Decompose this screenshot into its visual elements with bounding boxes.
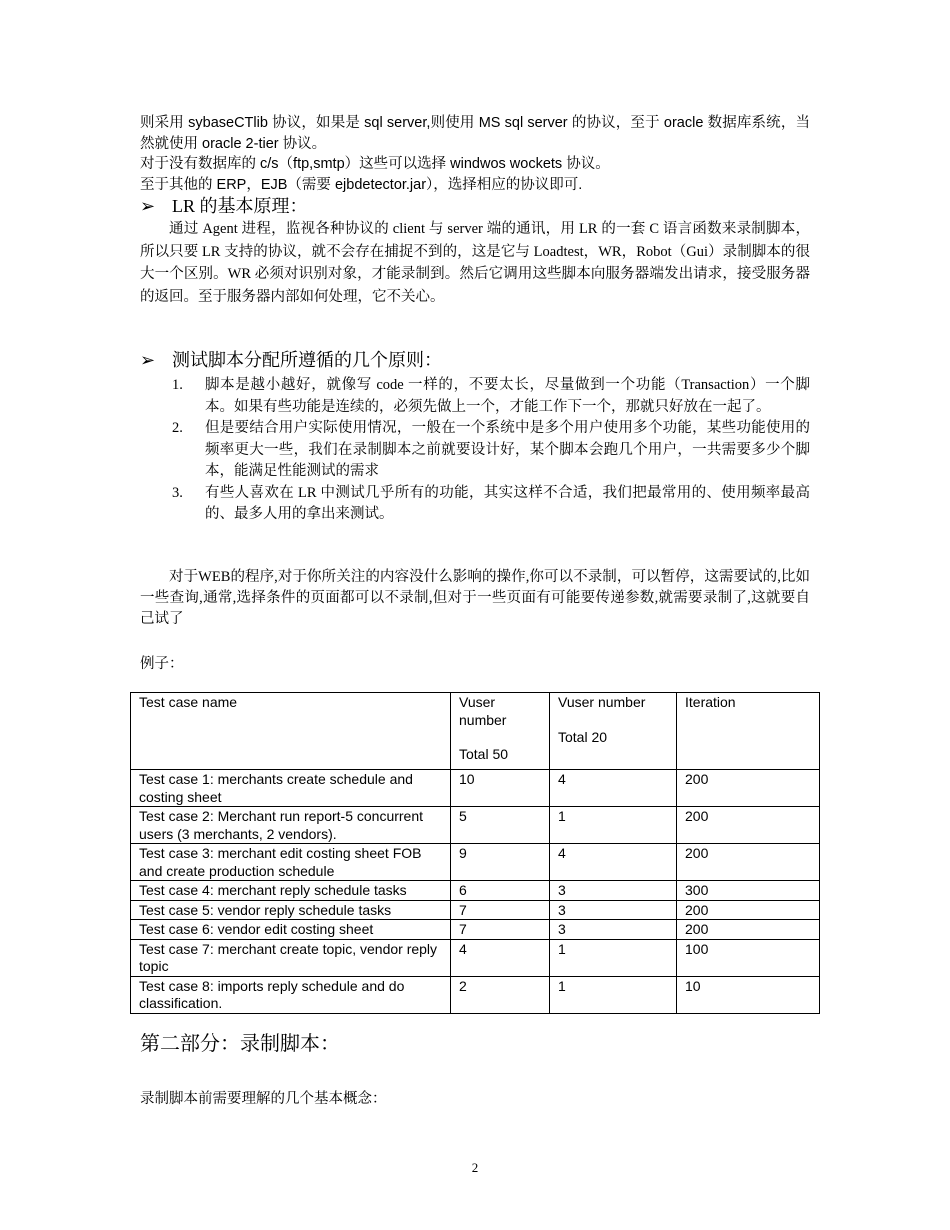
list-number: 2. (172, 420, 183, 436)
cell-vu50: 2 (451, 976, 550, 1013)
header-iteration: Iteration (677, 693, 820, 770)
table-row (131, 807, 820, 844)
list-item (172, 483, 810, 526)
intro-line: 对于没有数据库的 c/s（ftp,smtp）这些可以选择 windwos wockets 协议。 (140, 156, 610, 172)
header-vuser-total-20 (550, 693, 677, 770)
arrow-bullet-icon: ➢ (140, 350, 156, 370)
paragraph-web: 对于WEB的程序,对于你所关注的内容没什么影响的操作,你可以不录制，可以暂停，这需要试的,比如一些查询,通常,选择条件的页面都可以不录制,但对于一些页面有可能要传递参数,就需要录制了,这就要自己试了 (140, 569, 810, 627)
cell-iter: 200 (677, 807, 820, 844)
table-row (131, 976, 820, 1013)
list-number: 3. (172, 484, 183, 501)
cell-vu50: 10 (451, 770, 550, 807)
cell-vu20: 1 (550, 939, 677, 976)
heading-lr-principle (140, 192, 308, 218)
cell-vu50: 4 (451, 939, 550, 976)
cell-name: Test case 8: imports reply schedule and do classification. (131, 976, 451, 1013)
cell-vu50: 9 (451, 844, 550, 881)
cell-iter: 200 (677, 920, 820, 940)
list-text: 有些人喜欢在 LR 中测试几乎所有的功能，其实这样不合适，我们把最常用的、使用频率最高的、最多人用的拿出来测试。 (205, 484, 810, 522)
heading-script-rules (140, 346, 442, 372)
intro-text (140, 113, 810, 195)
header-vuser-total-50 (451, 693, 550, 770)
header-test-case-name: Test case name (131, 693, 451, 770)
cell-vu50: 7 (451, 900, 550, 920)
cell-vu20: 3 (550, 920, 677, 940)
header-line: Total 20 (558, 728, 608, 745)
table-row (131, 939, 820, 976)
table-header-row (131, 693, 820, 770)
cell-vu20: 4 (550, 844, 677, 881)
list-text: 但是要结合用户实际使用情况，一般在一个系统中是多个用户使用多个功能，某些功能使用的频率更大一些，我们在录制脚本之前就要设计好，某个脚本会跑几个用户，一共需要多少个脚本，能满足性能测试的需求 (205, 420, 810, 479)
cell-vu20: 1 (550, 807, 677, 844)
cell-name: Test case 3: merchant edit costing sheet FOB and create production schedule (131, 844, 451, 881)
cell-name: Test case 5: vendor reply schedule tasks (131, 900, 451, 920)
table-row (131, 920, 820, 940)
cell-name: Test case 1: merchants create schedule and costing sheet (131, 770, 451, 807)
header-line: Total 50 (459, 746, 509, 762)
cell-name: Test case 4: merchant reply schedule tasks (131, 881, 451, 901)
example-label: 例子： (140, 656, 184, 672)
intro-line: 至于其他的 ERP，EJB（需要 ejbdetector.jar），选择相应的协议即可. (140, 176, 583, 193)
cell-vu50: 6 (451, 881, 550, 901)
rules-list (172, 375, 810, 526)
list-item (172, 418, 810, 483)
header-line: Vuser number (459, 694, 507, 728)
cell-vu20: 3 (550, 881, 677, 901)
table-row (131, 881, 820, 901)
arrow-bullet-icon: ➢ (140, 196, 156, 216)
cell-vu50: 5 (451, 807, 550, 844)
heading-text: 测试脚本分配所遵循的几个原则： (172, 350, 442, 370)
cell-name: Test case 6: vendor edit costing sheet (131, 920, 451, 940)
table-row (131, 900, 820, 920)
cell-name: Test case 7: merchant create topic, vendor reply topic (131, 939, 451, 976)
cell-vu20: 4 (550, 770, 677, 807)
cell-iter: 200 (677, 900, 820, 920)
list-text: 脚本是越小越好，就像写 code 一样的，不要太长，尽量做到一个功能（Transaction）一个脚本。如果有些功能是连续的，必须先做上一个，才能工作下一个，那就只好放在一起了。 (205, 377, 810, 415)
cell-iter: 100 (677, 939, 820, 976)
test-case-table (130, 692, 820, 1014)
heading-text: LR 的基本原理： (172, 196, 308, 216)
cell-iter: 10 (677, 976, 820, 1013)
table-row (131, 770, 820, 807)
cell-iter: 200 (677, 844, 820, 881)
list-number: 1. (172, 377, 183, 393)
part-two-heading: 第二部分：录制脚本： (140, 1033, 340, 1055)
header-line: Vuser number (558, 694, 646, 710)
cell-iter: 200 (677, 770, 820, 807)
concepts-intro: 录制脚本前需要理解的几个基本概念： (140, 1091, 387, 1107)
paragraph-lr-principle: 通过 Agent 进程，监视各种协议的 client 与 server 端的通讯，用 LR 的一套 C 语言函数来录制脚本，所以只要 LR 支持的协议，就不会存在捕捉不到的，这是它与 Loadtest，WR，Robot（Gui）录制脚本的很大一个区别。WR 必须对识别对象，才能录制到。然后它调用这些脚本向服务器端发出请求，接受服务器的返回。至于服务器内部如何处理，它不关心。 (140, 221, 810, 305)
table-row (131, 844, 820, 881)
page-number: 2 (471, 1160, 479, 1175)
list-item (172, 375, 810, 418)
cell-vu20: 1 (550, 976, 677, 1013)
cell-vu50: 7 (451, 920, 550, 940)
intro-line: 则采用 sybaseCTlib 协议，如果是 sql server,则使用 MS sql server 的协议，至于 oracle 数据库系统，当然就使用 oracle 2-tier 协议。 (140, 115, 810, 152)
cell-iter: 300 (677, 881, 820, 901)
cell-name: Test case 2: Merchant run report-5 concurrent users (3 merchants, 2 vendors). (131, 807, 451, 844)
cell-vu20: 3 (550, 900, 677, 920)
